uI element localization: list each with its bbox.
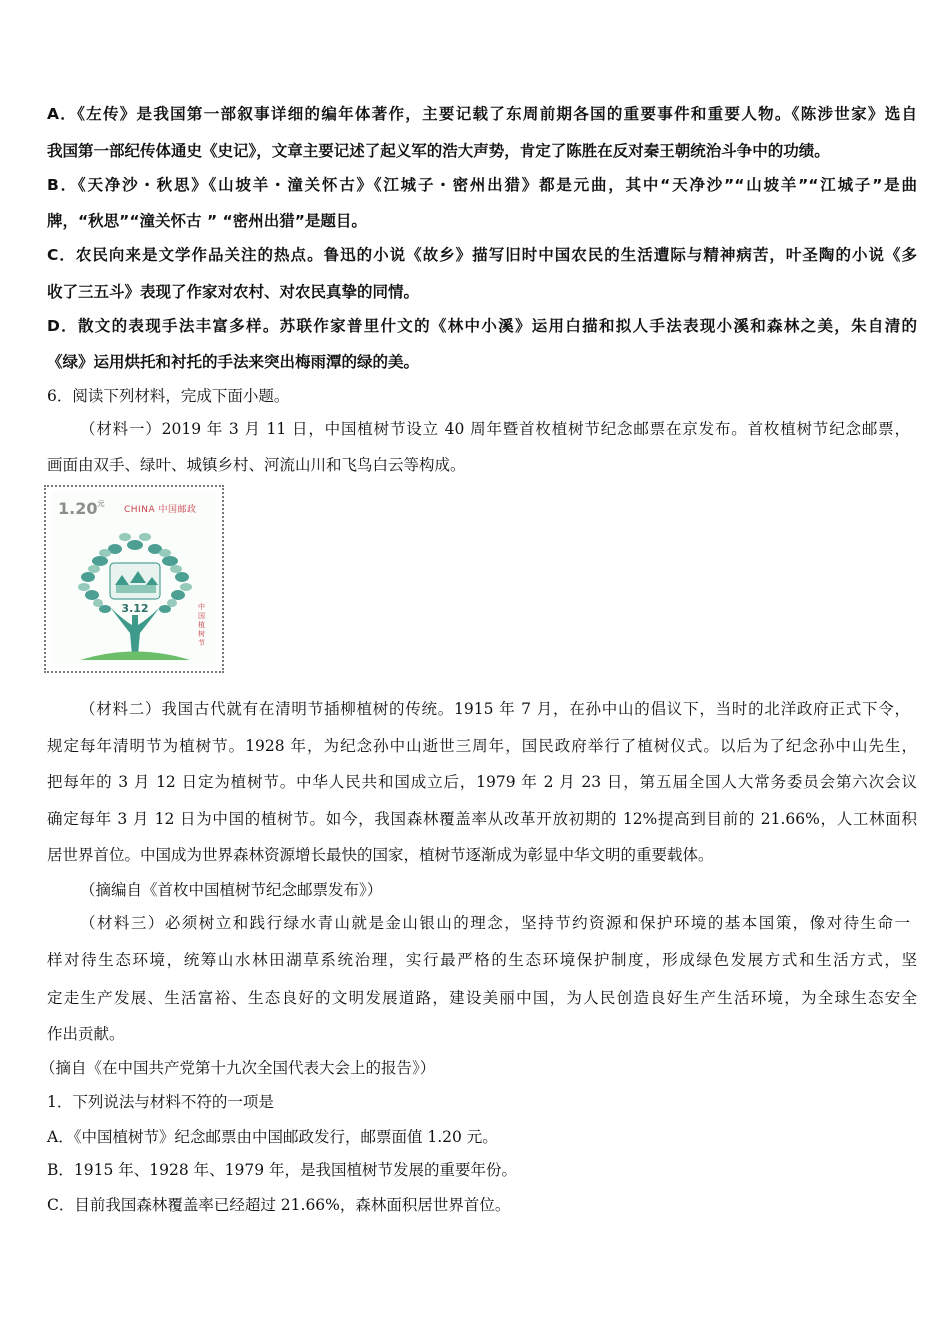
option-c-line-1: C．农民向来是文学作品关注的热点。鲁迅的小说《故乡》描写旧时中国农民的生活遭际与精神病苦，叶圣陶的小说《多 [47, 246, 917, 264]
material-3-line-3: 定走生产发展、生活富裕、生态良好的文明发展道路，建设美丽中国，为人民创造良好生产生活环境，为全球生态安全 [47, 989, 917, 1007]
option-d-line-2: 《绿》运用烘托和衬托的手法来突出梅雨潭的绿的美。 [47, 353, 420, 371]
stamp-vertical-caption: 中国植树节 [198, 603, 205, 647]
question-6-intro: 6．阅读下列材料，完成下面小题。 [47, 387, 290, 405]
subquestion-1-option-c: C．目前我国森林覆盖率已经超过 21.66%，森林面积居世界首位。 [47, 1196, 511, 1214]
option-c-line-2: 收了三五斗》表现了作家对农村、对农民真挚的同情。 [47, 283, 420, 301]
stamp-brand: CHINA 中国邮政 [124, 505, 197, 515]
material-3-line-1: （材料三）必须树立和践行绿水青山就是金山银山的理念，坚持节约资源和保护环境的基本国策，像对待生命一 [80, 914, 910, 932]
material-3-line-2: 样对待生态环境，统筹山水林田湖草系统治理，实行最严格的生态环境保护制度，形成绿色发展方式和生活方式，坚 [47, 951, 917, 969]
option-b-line-1: B．《天净沙・秋思》《山坡羊・潼关怀古》《江城子・密州出猎》都是元曲，其中“天净沙”“山坡羊”“江城子”是曲 [47, 176, 917, 194]
material-2-source: （摘编自《首枚中国植树节纪念邮票发布》） [80, 881, 383, 899]
material-2-line-2: 规定每年清明节为植树节。1928 年，为纪念孙中山逝世三周年，国民政府举行了植树仪式。以后为了纪念孙中山先生， [47, 737, 917, 755]
material-3-line-4: 作出贡献。 [47, 1025, 125, 1043]
material-1-line-1: （材料一）2019 年 3 月 11 日，中国植树节设立 40 周年暨首枚植树节纪念邮票在京发布。首枚植树节纪念邮票， [80, 420, 910, 438]
material-1-line-2: 画面由双手、绿叶、城镇乡村、河流山川和飞鸟白云等构成。 [47, 456, 466, 474]
option-a-line-1: A．《左传》是我国第一部叙事详细的编年体著作，主要记载了东周前期各国的重要事件和重要人物。《陈涉世家》选自 [47, 105, 917, 123]
tree-planting-stamp [44, 485, 224, 673]
material-2-line-5: 居世界首位。中国成为世界森林资源增长最快的国家，植树节逐渐成为彰显中华文明的重要载体。 [47, 846, 714, 864]
stamp-date: 3.12 [121, 602, 149, 615]
option-b-line-2: 牌，“秋思”“潼关怀古 ” “密州出猎”是题目。 [47, 212, 367, 230]
material-3-source: （摘自《在中国共产党第十九次全国代表大会上的报告》） [40, 1059, 436, 1077]
subquestion-1-stem: 1．下列说法与材料不符的一项是 [47, 1093, 274, 1111]
option-d-line-1: D．散文的表现手法丰富多样。苏联作家普里什文的《林中小溪》运用白描和拟人手法表现小溪和森林之美，朱自清的 [47, 317, 917, 335]
stamp-face-value: $1.20^元$ [58, 499, 105, 518]
material-2-line-1: （材料二）我国古代就有在清明节插柳植树的传统。1915 年 7 月，在孙中山的倡议下，当时的北洋政府正式下令， [80, 700, 910, 718]
subquestion-1-option-a: A．《中国植树节》纪念邮票由中国邮政发行，邮票面值 1.20 元。 [47, 1128, 498, 1146]
option-a-line-2: 我国第一部纪传体通史《史记》，文章主要记述了起义军的浩大声势，肯定了陈胜在反对秦王朝统治斗争中的功绩。 [47, 142, 830, 160]
subquestion-1-option-b: B．1915 年、1928 年、1979 年，是我国植树节发展的重要年份。 [47, 1161, 518, 1179]
tree-hands-illustration [60, 515, 210, 665]
material-2-line-3: 把每年的 3 月 12 日定为植树节。中华人民共和国成立后，1979 年 2 月 23 日，第五届全国人大常务委员会第六次会议 [47, 773, 917, 791]
material-2-line-4: 确定每年 3 月 12 日为中国的植树节。如今，我国森林覆盖率从改革开放初期的 12%提高到目前的 21.66%，人工林面积 [47, 810, 917, 828]
